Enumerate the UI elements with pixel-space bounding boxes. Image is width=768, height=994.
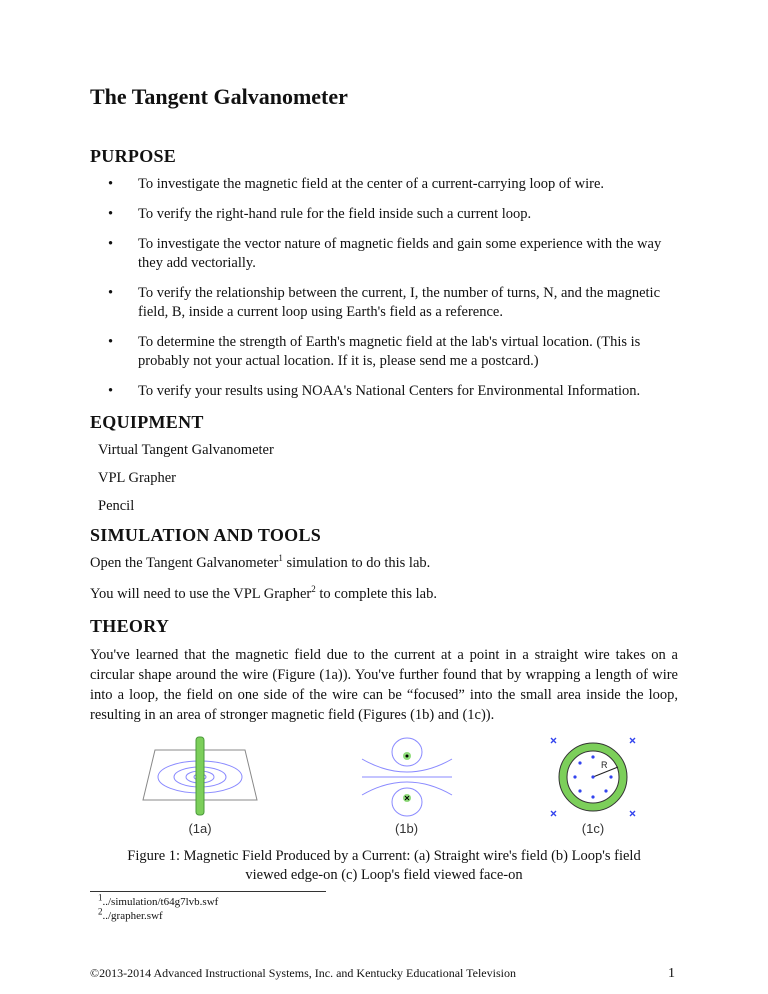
footnote-2[interactable]: $^2$../grapher.swf [98,906,163,922]
figure-label-1a: (1a) [188,821,212,836]
radius-label: R [601,760,608,770]
footnote-1[interactable]: $^1$../simulation/t64g7lvb.swf [98,892,219,908]
equipment-item: VPL Grapher [98,470,176,486]
copyright-footer: ©2013-2014 Advanced Instructional Systems, Inc. and Kentucky Educational Television [90,966,516,980]
figure-1c-loop-face [548,735,638,819]
equipment-heading: EQUIPMENT [90,412,204,432]
equipment-item: Pencil [98,498,135,514]
theory-heading: THEORY [90,616,170,636]
purpose-bullet: • To verify the relationship between the current, I, the number of turns, N, and the magnetic field, B, inside a current loop using Earth's field as a reference. [108,285,661,320]
simulation-heading: SIMULATION AND TOOLS [90,525,322,545]
page-title: The Tangent Galvanometer [90,84,348,109]
purpose-bullet: • To determine the strength of Earth's magnetic field at the lab's virtual location. (This is probably not your actual location. If it is, please send me a postcard.) [108,334,641,369]
figure-label-1c: (1c) [581,821,605,836]
footnote-ref[interactable]: 2 [311,584,316,595]
grapher-line: You will need to use the VPL Grapher$^2$ to complete this lab. [90,584,437,602]
figure-label-1b: (1b) [394,821,419,836]
purpose-bullet: • To investigate the vector nature of magnetic fields and gain some experience with the way they add vectorially. [108,236,662,271]
purpose-bullet: • To verify the right-hand rule for the field inside such a current loop. [108,206,532,222]
purpose-bullet: • To investigate the magnetic field at the center of a current-carrying loop of wire. [108,176,605,192]
figure-1b-loop-edge [357,735,457,819]
theory-paragraph: You've learned that the magnetic field due to the current at a point in a straight wire takes on a circular shape around the wire (Figure (1a)). You've further found that by wrapping a length of wire into a loop, the field on one side of the wire can be “focused” into the small area inside the loop, resulting in an area of stronger magnetic field (Figures (1b) and (1c)). [90,647,678,723]
equipment-item: Virtual Tangent Galvanometer [98,442,274,458]
footnote-ref[interactable]: 1 [278,553,283,564]
page-number: 1 [668,966,675,981]
figure-caption: Figure 1: Magnetic Field Produced by a Current: (a) Straight wire's field (b) Loop's field viewed edge-on (c) Loop's field viewed face-on [127,848,641,883]
figure-1 [90,735,678,837]
simulation-line: Open the Tangent Galvanometer$^1$ simulation to do this lab. [90,553,431,571]
figure-1a-straight-wire [135,735,265,819]
purpose-heading: PURPOSE [90,146,177,166]
purpose-bullet: • To verify your results using NOAA's National Centers for Environmental Information. [108,383,641,399]
footnote-rule [90,891,326,892]
purpose-list [90,175,678,401]
